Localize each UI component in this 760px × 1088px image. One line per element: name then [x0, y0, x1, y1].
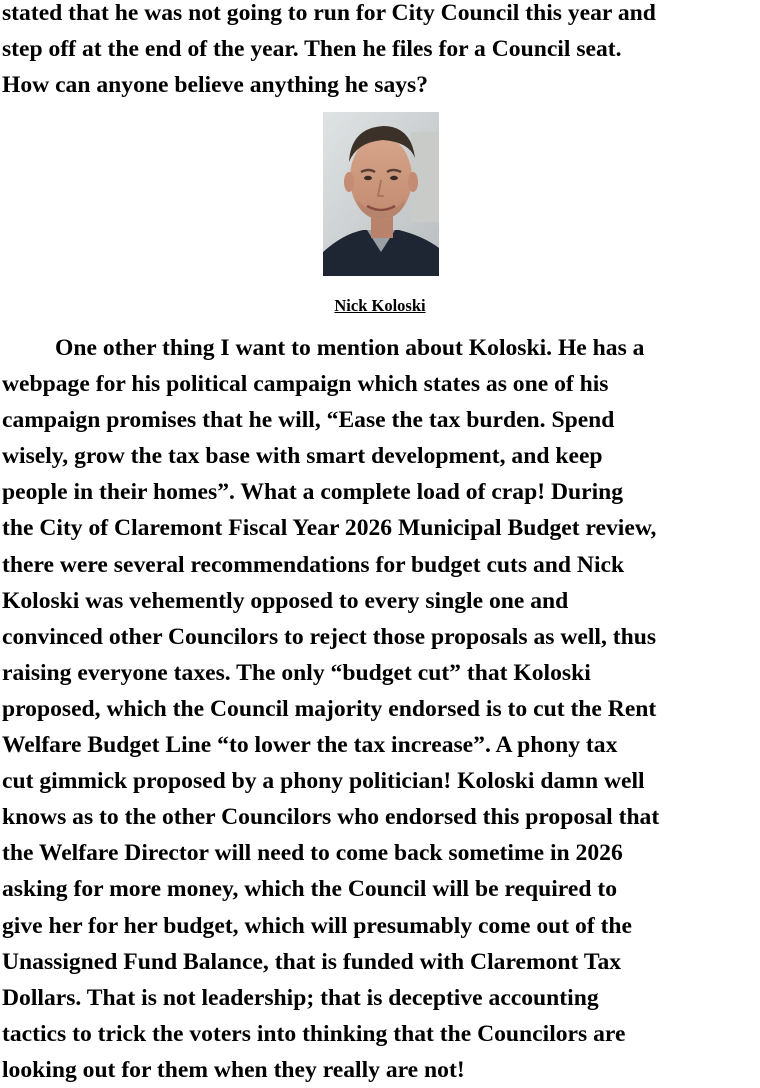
- text-line: How can anyone believe anything he says?: [2, 72, 429, 99]
- text-line: Dollars. That is not leadership; that is deceptive accounting: [2, 984, 599, 1011]
- text-line: stated that he was not going to run for City Council this year and: [2, 0, 656, 26]
- text-line: step off at the end of the year. Then he files for a Council seat.: [2, 36, 622, 63]
- photo-caption: Nick Koloski: [334, 296, 426, 315]
- text-line: looking out for them when they really are not!: [2, 1056, 465, 1083]
- text-line: people in their homes”. What a complete load of crap! During: [2, 479, 624, 506]
- body-paragraph: [2, 330, 659, 1088]
- text-line: convinced other Councilors to reject those proposals as well, thus: [2, 623, 657, 650]
- text-line: the City of Claremont Fiscal Year 2026 Municipal Budget review,: [2, 515, 657, 542]
- text-line: Unassigned Fund Balance, that is funded with Claremont Tax: [2, 948, 622, 975]
- text-line: One other thing I want to mention about Koloski. He has a: [55, 335, 645, 361]
- text-line: there were several recommendations for budget cuts and Nick: [2, 551, 625, 578]
- text-line: wisely, grow the tax base with smart development, and keep: [2, 443, 603, 470]
- text-line: give her for her budget, which will presumably come out of the: [2, 912, 633, 939]
- text-line: knows as to the other Councilors who endorsed this proposal that: [2, 804, 660, 831]
- text-line: asking for more money, which the Council will be required to: [2, 876, 617, 903]
- text-line: proposed, which the Council majority endorsed is to cut the Rent: [2, 695, 657, 722]
- intro-text: [2, 0, 656, 103]
- text-line: raising everyone taxes. The only “budget cut” that Koloski: [2, 659, 591, 686]
- text-line: the Welfare Director will need to come back sometime in 2026: [2, 840, 623, 867]
- text-line: cut gimmick proposed by a phony politician! Koloski damn well: [2, 768, 645, 795]
- text-line: Welfare Budget Line “to lower the tax increase”. A phony tax: [2, 732, 618, 759]
- portrait-photo: [323, 112, 439, 276]
- text-line: campaign promises that he will, “Ease the tax burden. Spend: [2, 407, 615, 434]
- text-line: webpage for his political campaign which states as one of his: [2, 371, 609, 398]
- text-line: tactics to trick the voters into thinking that the Councilors are: [2, 1020, 626, 1047]
- text-line: Koloski was vehemently opposed to every single one and: [2, 587, 569, 614]
